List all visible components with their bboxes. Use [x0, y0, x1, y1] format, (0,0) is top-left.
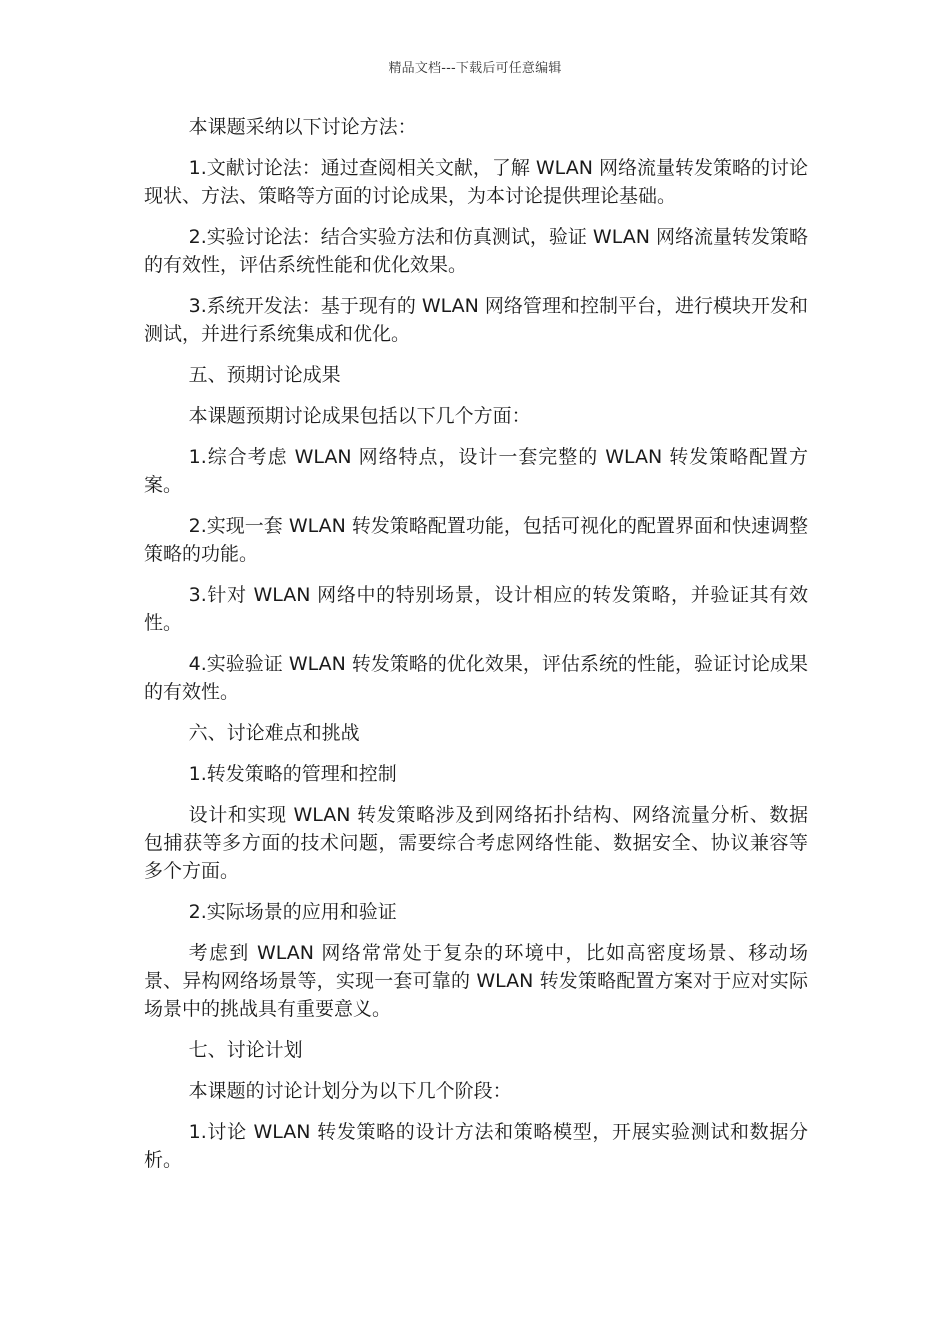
paragraph-literature-method: 1.文献讨论法：通过查阅相关文献，了解 WLAN 网络流量转发策略的讨论现状、方法、策略等方面的讨论成果，为本讨论提供理论基础。 — [144, 157, 808, 207]
paragraph-methods-intro: 本课题采纳以下讨论方法： — [188, 116, 417, 138]
paragraph-experiment-method: 2.实验讨论法：结合实验方法和仿真测试，验证 WLAN 网络流量转发策略的有效性，评估系统性能和优化效果。 — [144, 226, 808, 276]
paragraph-expected-2: 2.实现一套 WLAN 转发策略配置功能，包括可视化的配置界面和快速调整策略的功能。 — [144, 515, 808, 565]
paragraph-expected-4: 4.实验验证 WLAN 转发策略的优化效果，评估系统的性能，验证讨论成果的有效性。 — [144, 653, 808, 703]
paragraph-system-dev-method: 3.系统开发法：基于现有的 WLAN 网络管理和控制平台，进行模块开发和测试，并进行系统集成和优化。 — [144, 295, 808, 345]
paragraph-expected-intro: 本课题预期讨论成果包括以下几个方面： — [188, 405, 531, 427]
paragraph-plan-intro: 本课题的讨论计划分为以下几个阶段： — [188, 1080, 512, 1102]
paragraph-policy-management: 设计和实现 WLAN 转发策略涉及到网络拓扑结构、网络流量分析、数据包捕获等多方面的技术问题，需要综合考虑网络性能、数据安全、协议兼容等多个方面。 — [144, 804, 808, 882]
subheading-policy-management: 1.转发策略的管理和控制 — [188, 763, 397, 785]
paragraph-real-scenarios: 考虑到 WLAN 网络常常处于复杂的环境中，比如高密度场景、移动场景、异构网络场景等，实现一套可靠的 WLAN 转发策略配置方案对于应对实际场景中的挑战具有重要意义。 — [144, 942, 808, 1020]
subheading-real-scenarios: 2.实际场景的应用和验证 — [188, 901, 397, 923]
paragraph-expected-3: 3.针对 WLAN 网络中的特别场景，设计相应的转发策略，并验证其有效性。 — [144, 584, 808, 634]
page-header: 精品文档---下载后可任意编辑 — [388, 61, 562, 76]
paragraph-expected-1: 1.综合考虑 WLAN 网络特点，设计一套完整的 WLAN 转发策略配置方案。 — [144, 446, 808, 496]
paragraph-plan-1: 1.讨论 WLAN 转发策略的设计方法和策略模型，开展实验测试和数据分析。 — [144, 1121, 808, 1171]
section-heading-challenges: 六、讨论难点和挑战 — [188, 722, 360, 744]
section-heading-expected-results: 五、预期讨论成果 — [188, 364, 341, 386]
section-heading-plan: 七、讨论计划 — [188, 1039, 303, 1061]
document-body — [144, 113, 808, 1187]
